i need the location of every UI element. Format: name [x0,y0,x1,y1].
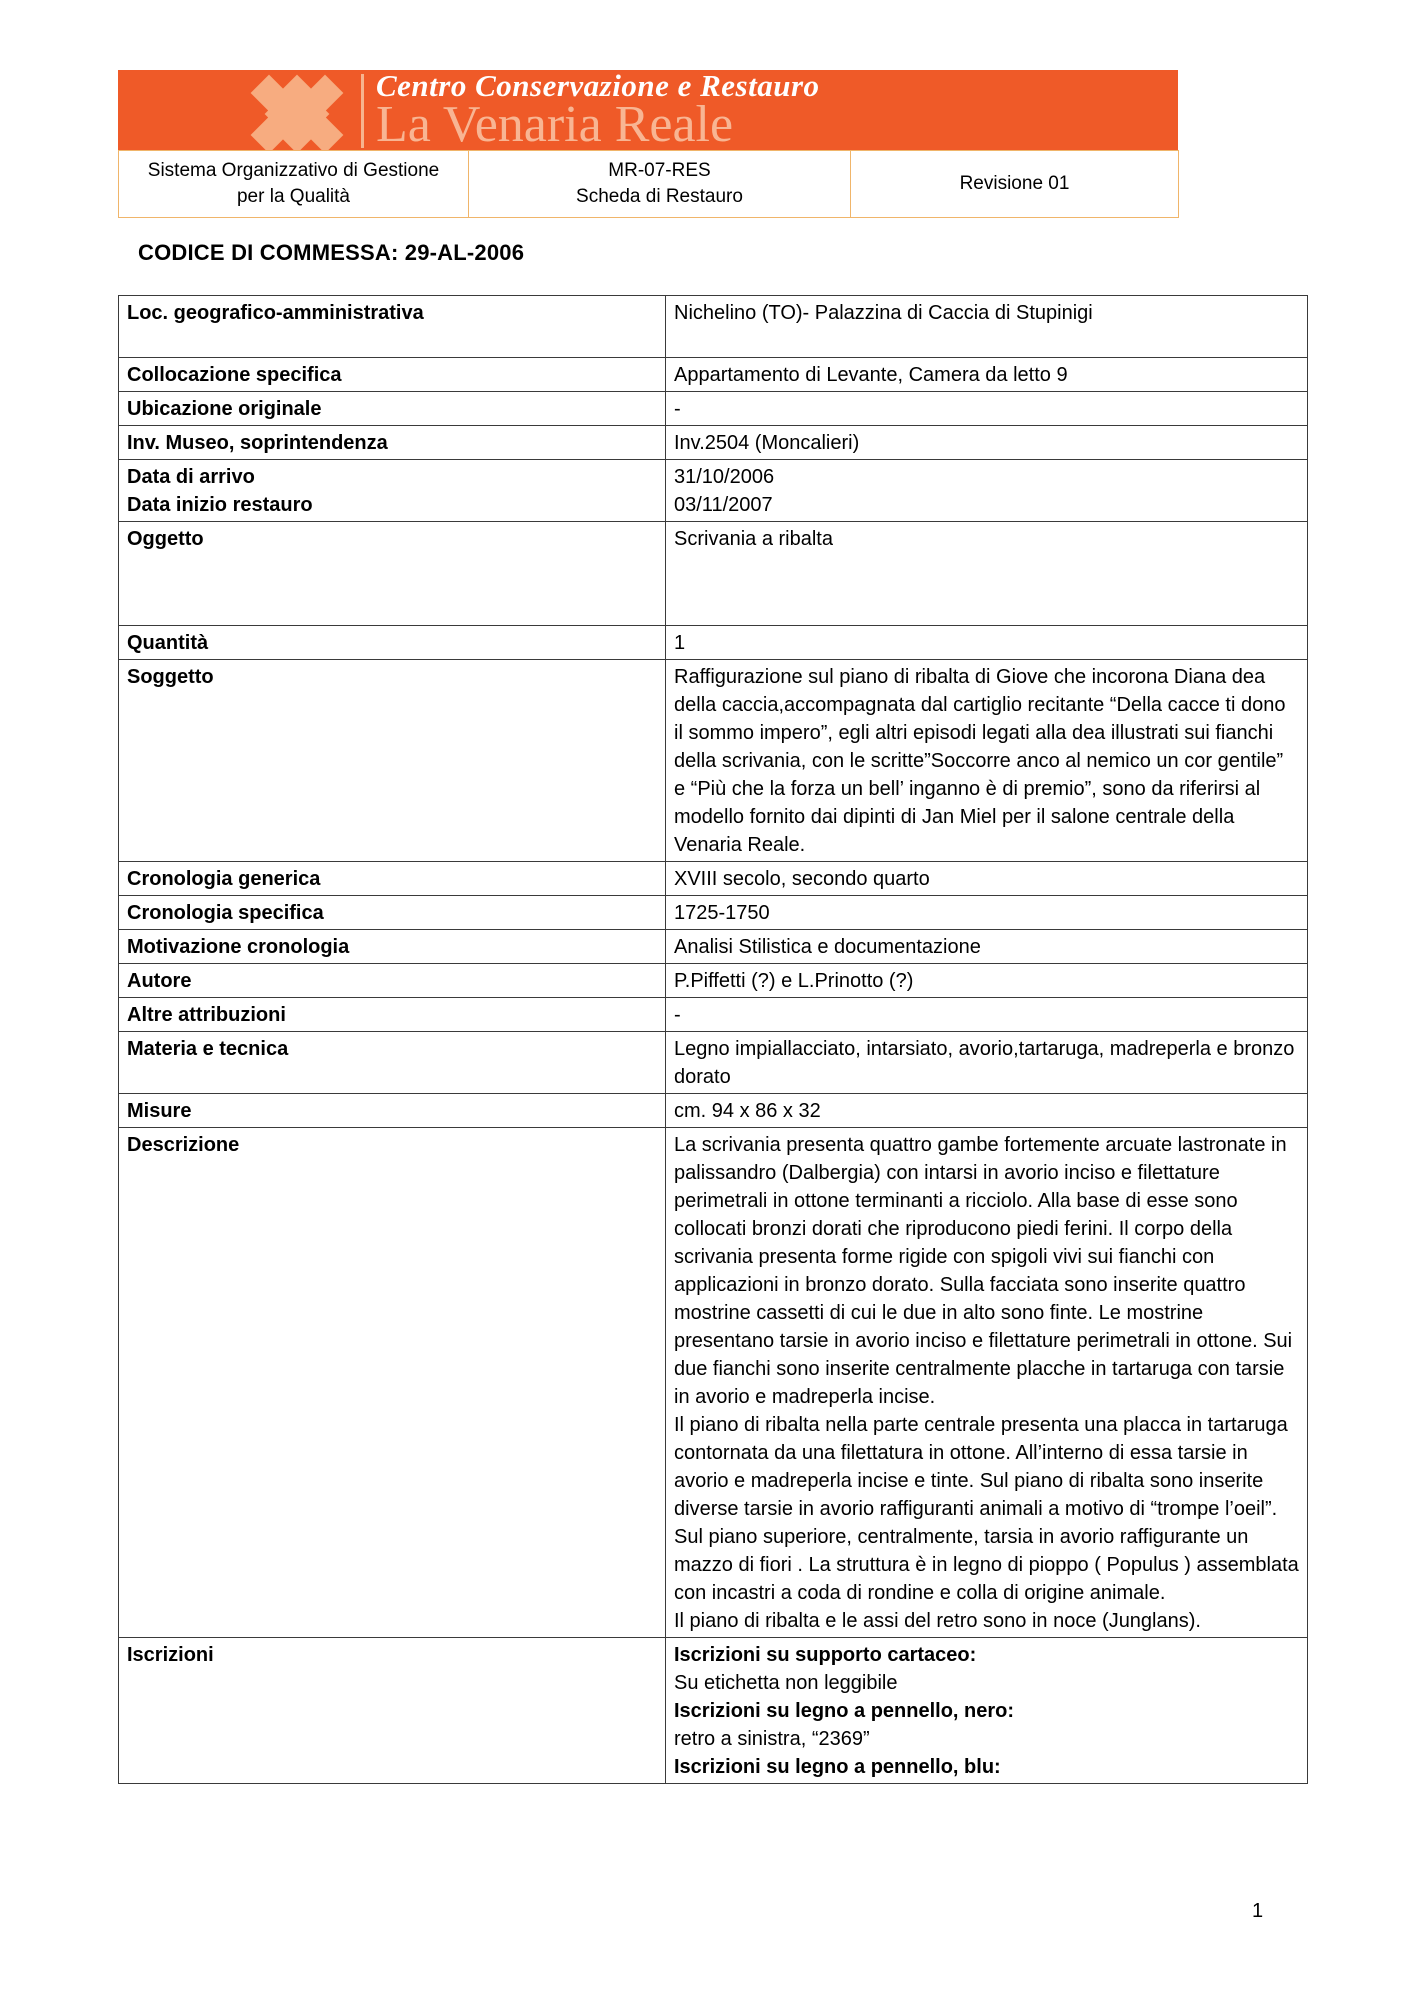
descrizione-paragraph-1: La scrivania presenta quattro gambe fortemente arcuate lastronate in palissandro (Dalbergia) con intarsi in avorio inciso e filettature perimetrali in ottone terminanti a ricciolo. Alla base di esse sono collocati bronzi dorati che riproducono piedi ferini. Il corpo della scrivania presenta forme rigide con spigoli vivi sui fianchi con applicazioni in bronzo dorato. Sulla facciata sono inserite quattro mostrine cassetti di cui le due in alto sono finte. Le mostrine presentano tarsie in avorio inciso e filettature perimetrali in ottone. Sui due fianchi sono inserite centralmente placche in tartaruga con tarsie in avorio e madreperla incise. [674,1134,1293,1408]
row-label-ubicazione: Ubicazione originale [119,392,666,426]
row-label-date [119,460,666,522]
logo-text-block [376,70,1156,150]
table-row [119,964,1308,998]
table-row [119,358,1308,392]
value-data-inizio-restauro: 03/11/2007 [674,494,773,516]
value-text: Scrivania a ribalta [674,528,833,550]
row-value-oggetto [666,522,1308,626]
table-row [119,998,1308,1032]
form-title: Scheda di Restauro [576,186,743,207]
row-label-autore: Autore [119,964,666,998]
row-label-iscrizioni: Iscrizioni [119,1638,666,1784]
table-row [119,426,1308,460]
row-value-cronologia-generica: XVIII secolo, secondo quarto [666,862,1308,896]
logo-title-primary: Centro Conservazione e Restauro [376,70,820,103]
row-label-altre-attribuzioni: Altre attribuzioni [119,998,666,1032]
row-value-iscrizioni [666,1638,1308,1784]
table-row [119,392,1308,426]
document-header [118,70,1178,218]
table-row [119,626,1308,660]
descrizione-paragraph-2: Il piano di ribalta nella parte centrale presenta una placca in tartaruga contornata da una filettatura in ottone. All’interno di essa tarsie in avorio e madreperla incise e tinte. Sul piano di ribalta sono inserite diverse tarsie in avorio raffiguranti animali a motivo di “trompe l’oeil”. Sul piano superiore, centralmente, tarsia in avorio raffigurante un mazzo di fiori . La struttura è in legno di pioppo ( Populus ) assemblata con incastri a coda di rondine e colla di origine animale. [674,1414,1299,1604]
row-value-materia-tecnica: Legno impiallacciato, intarsiato, avorio,tartaruga, madreperla e bronzo dorato [666,1032,1308,1094]
table-row [119,296,1308,358]
row-label-soggetto: Soggetto [119,660,666,862]
iscrizioni-heading-cartaceo: Iscrizioni su supporto cartaceo: [674,1644,977,1666]
label-data-arrivo: Data di arrivo [127,466,255,488]
row-label-misure: Misure [119,1094,666,1128]
row-value-motivazione-cronologia: Analisi Stilistica e documentazione [666,930,1308,964]
value-text: Nichelino (TO)- Palazzina di Caccia di Stupinigi [674,302,1093,324]
iscrizioni-text-nero: retro a sinistra, “2369” [674,1728,870,1750]
row-label-inventario: Inv. Museo, soprintendenza [119,426,666,460]
header-cell-form-code [469,151,851,218]
row-label-collocazione: Collocazione specifica [119,358,666,392]
row-label-cronologia-specifica: Cronologia specifica [119,896,666,930]
quality-system-line2: per la Qualità [236,186,350,207]
quality-system-line1: Sistema Organizzativo di Gestione [147,160,440,181]
table-row [119,660,1308,862]
row-value-soggetto: Raffigurazione sul piano di ribalta di Giove che incorona Diana dea della caccia,accompagnata dal cartiglio recitante “Della cacce ti dono il sommo impero”, egli altri episodi legati alla dea illustrati sui fianchi della scrivania, con le scritte”Soccorre anco al nemico un cor gentile” e “Più che la forza un bell’ inganno è di premio”, sono da riferirsi al modello fornito dai dipinti di Jan Miel per il salone centrale della Venaria Reale. [666,660,1308,862]
row-value-autore: P.Piffetti (?) e L.Prinotto (?) [666,964,1308,998]
row-value-date [666,460,1308,522]
row-label-motivazione-cronologia: Motivazione cronologia [119,930,666,964]
header-cell-revision [851,151,1179,218]
row-value-loc-geografico [666,296,1308,358]
label-data-inizio-restauro: Data inizio restauro [127,494,313,516]
row-value-quantita: 1 [666,626,1308,660]
diamond-pattern-icon [252,76,342,148]
table-row [119,862,1308,896]
header-info-row [119,151,1179,218]
table-row [119,896,1308,930]
page-number: 1 [1252,1900,1264,1922]
row-label-oggetto: Oggetto [119,522,666,626]
table-row [119,522,1308,626]
row-label-descrizione: Descrizione [119,1128,666,1638]
row-value-cronologia-specifica: 1725-1750 [666,896,1308,930]
row-value-descrizione [666,1128,1308,1638]
table-row [119,1094,1308,1128]
revision-label: Revisione 01 [959,173,1070,194]
row-value-inventario: Inv.2504 (Moncalieri) [666,426,1308,460]
row-label-materia-tecnica: Materia e tecnica [119,1032,666,1094]
header-info-table [118,150,1179,218]
iscrizioni-heading-blu: Iscrizioni su legno a pennello, blu: [674,1756,1001,1778]
restoration-record-table-wrapper [118,295,1299,1784]
header-cell-quality-system [119,151,469,218]
table-row [119,930,1308,964]
row-value-altre-attribuzioni: - [666,998,1308,1032]
venaria-logo-banner [118,70,1178,150]
row-value-misure: cm. 94 x 86 x 32 [666,1094,1308,1128]
iscrizioni-text-cartaceo: Su etichetta non leggibile [674,1672,898,1694]
restoration-record-table [118,295,1308,1784]
logo-title-secondary: La Venaria Reale [376,96,734,150]
row-label-loc-geografico: Loc. geografico-amministrativa [119,296,666,358]
commission-code: CODICE DI COMMESSA: 29-AL-2006 [138,240,525,265]
descrizione-paragraph-3: Il piano di ribalta e le assi del retro sono in noce (Junglans). [674,1610,1201,1632]
form-code: MR-07-RES [608,160,711,181]
table-row [119,460,1308,522]
logo-divider [361,74,364,148]
table-row [119,1128,1308,1638]
table-row [119,1638,1308,1784]
table-row [119,1032,1308,1094]
row-value-ubicazione: - [666,392,1308,426]
value-data-arrivo: 31/10/2006 [674,466,775,488]
row-value-collocazione: Appartamento di Levante, Camera da letto 9 [666,358,1308,392]
row-label-cronologia-generica: Cronologia generica [119,862,666,896]
row-label-quantita: Quantità [119,626,666,660]
iscrizioni-heading-nero: Iscrizioni su legno a pennello, nero: [674,1700,1015,1722]
